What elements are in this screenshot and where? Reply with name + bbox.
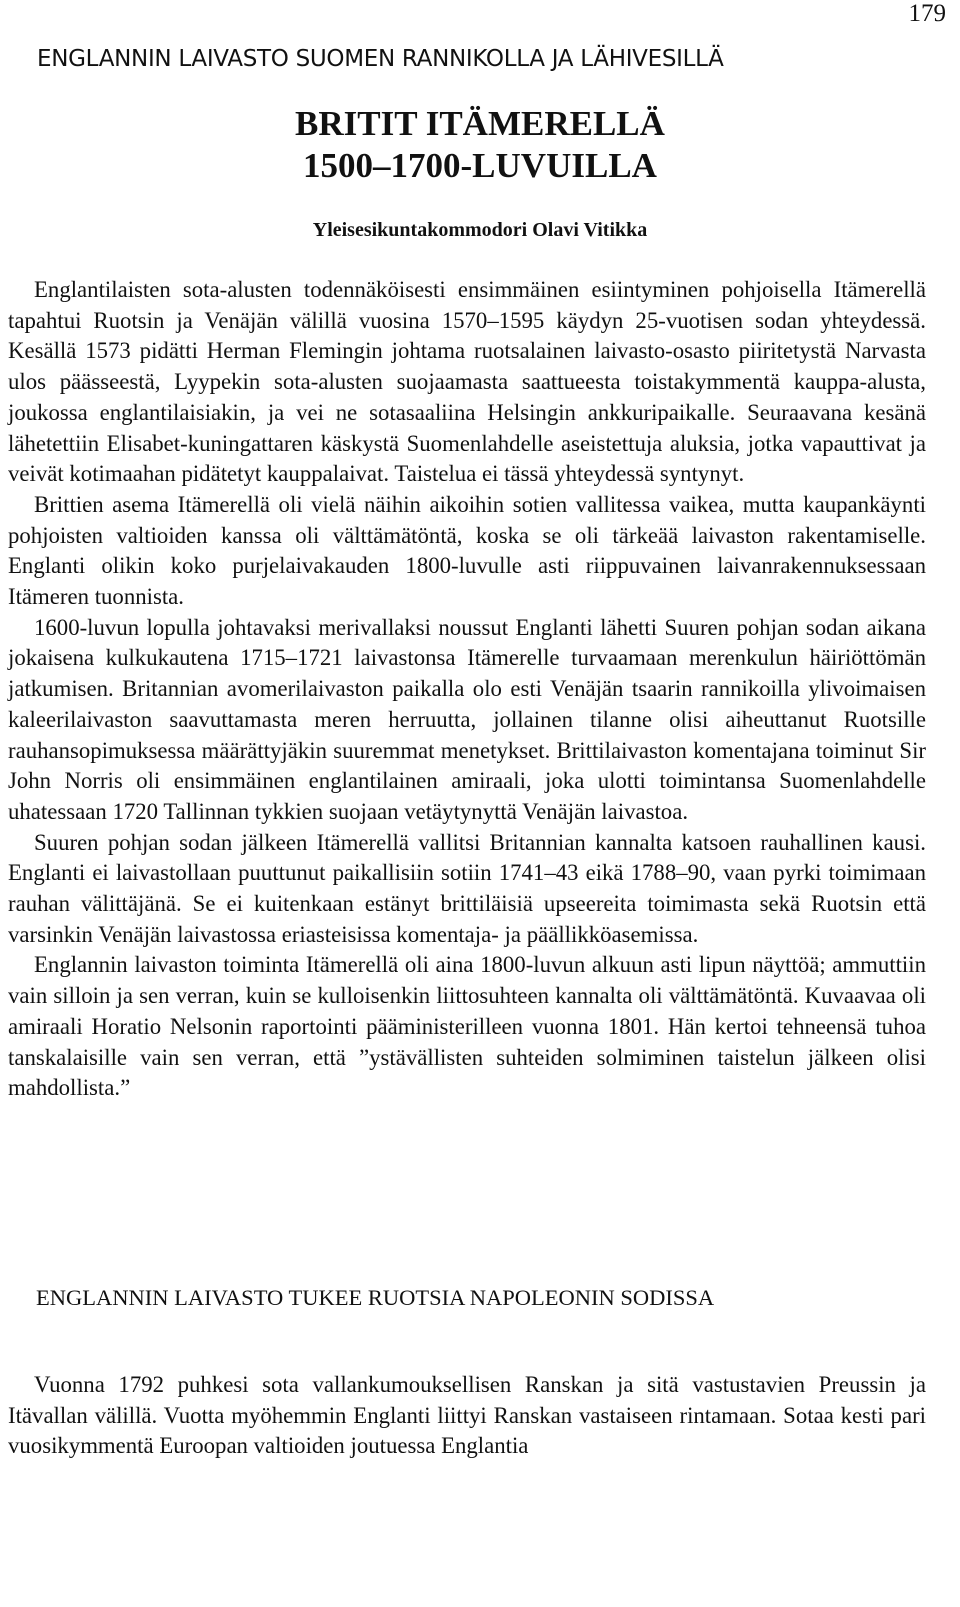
article-title-line-1: BRITIT ITÄMERELLÄ [295,104,665,143]
article-body [8,275,926,1104]
body-paragraph: Englannin laivaston toiminta Itämerellä oli aina 1800-luvun alkuun asti lipun näyttöä; ammuttiin vain silloin ja sen verran, kuin se kulloisenkin liittosuhteen kannalta oli välttämätöntä. Kuvaavaa oli amiraali Horatio Nelsonin raportointi pääministerilleen vuonna 1801. Hän kertoi tehneensä tuhoa tanskalaisille vain sen verran, että ”ystävällisten suhteiden solmiminen taistelun jälkeen olisi mahdollista.” [8,952,926,1101]
body-paragraph: 1600-luvun lopulla johtavaksi merivallaksi noussut Englanti lähetti Suuren pohjan sodan aikana jokaisena kulkukautena 1715–1721 laivastonsa Itämerelle turvaamaan merenkulun häiriöttömän jatkumisen. Britannian avomerilaivaston paikalla olo esti Venäjän tsaarin rannikoilla ylivoimaisen kaleerilaivaston saavuttamasta meren herruutta, jollainen tilanne olisi aiheuttanut Ruotsille rauhansopimuksessa määrättyjäkin suuremmat menetykset. Brittilaivaston komentajana toiminut Sir John Norris oli ensimmäinen englantilainen amiraali, joka ulotti toimintansa Suomenlahdelle uhatessaan 1720 Tallinnan tykkien suojaan vetäytynyttä Venäjän laivastoa. [8,614,926,824]
body-paragraph: Brittien asema Itämerellä oli vielä näihin aikoihin sotien vallitessa vaikea, mutta kaupankäynti pohjoisten valtioiden kanssa oli välttämätöntä, koska se oli tärkeää laivaston rakentamiselle. Englanti olikin koko purjelaivakauden 1800-luvulle asti riippuvainen laivanrakennuksessaan Itämeren tuonnista. [8,491,926,610]
body-paragraph: Suuren pohjan sodan jälkeen Itämerellä vallitsi Britannian kannalta katsoen rauhallinen kausi. Englanti ei laivastollaan puuttunut paikallisiin sotiin 1741–43 eikä 1788–90, vaan pyrki toimimaan rauhan välittäjänä. Se ei kuitenkaan estänyt brittiläisiä upseereita toimimasta sekä Ruotsin että varsinkin Venäjän laivastossa eriasteisissa komentaja- ja päällikköasemissa. [8,829,926,947]
section-heading: ENGLANNIN LAIVASTO TUKEE RUOTSIA NAPOLEONIN SODISSA [36,1285,715,1310]
section-body [8,1370,926,1462]
running-head: ENGLANNIN LAIVASTO SUOMEN RANNIKOLLA JA LÄHIVESILLÄ [37,46,724,72]
article-title [0,103,960,187]
article-title-line-2: 1500–1700-LUVUILLA [303,146,657,185]
body-paragraph: Englantilaisten sota-alusten todennäköisesti ensimmäinen esiintyminen pohjoisella Itämerellä tapahtui Ruotsin ja Venäjän välillä vuosina 1570–1595 käydyn 25-vuotisen sodan yhteydessä. Kesällä 1573 pidätti Herman Flemingin johtama ruotsalainen laivasto-osasto piiritetystä Narvasta ulos päässeestä, Lyypekin sota-alusten suojaamasta saattueesta toistakymmentä kauppa-alusta, joukossa englantilaisiakin, ja vei ne sotasaaliina Helsingin ankkuripaikalle. Seuraavana kesänä lähetettiin Elisabet-kuningattaren käskystä Suomenlahdelle aseistettuja aluksia, jotka vapauttivat ja veivät kotimaahan pidätetyt kauppalaivat. Taistelua ei tässä yhteydessä syntynyt. [8,277,926,487]
body-paragraph: Vuonna 1792 puhkesi sota vallankumouksellisen Ranskan ja sitä vastustavien Preussin ja Itävallan välillä. Vuotta myöhemmin Englanti liittyi Ranskan vastaiseen rintamaan. Sotaa kesti pari vuosikymmentä Euroopan valtioiden joutuessa Englantia [8,1372,926,1459]
page-number: 179 [908,0,946,27]
article-author: Yleisesikuntakommodori Olavi Vitikka [312,219,648,241]
